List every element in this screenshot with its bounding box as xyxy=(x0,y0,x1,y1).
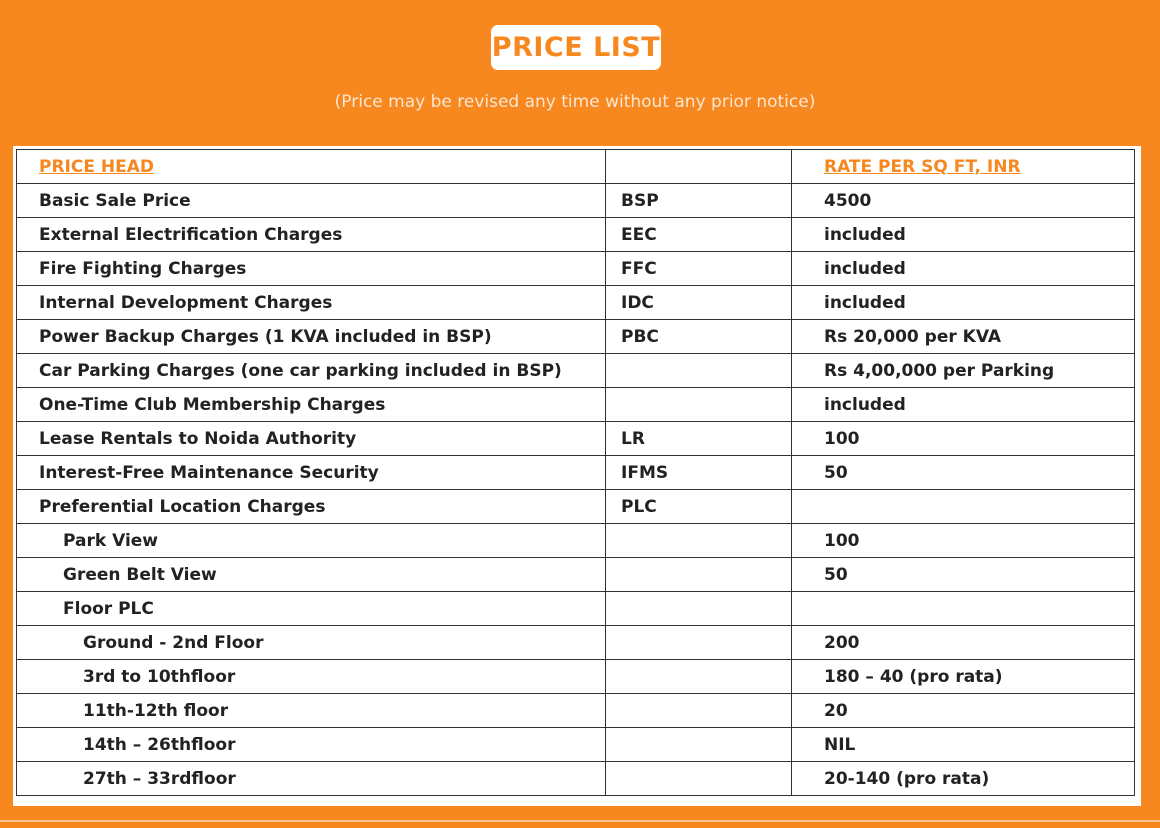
table-row xyxy=(17,456,1135,490)
price-head-cell: Green Belt View xyxy=(17,558,606,592)
rate-cell: 20-140 (pro rata) xyxy=(792,762,1135,796)
table-row xyxy=(17,490,1135,524)
price-head-cell: 27th – 33rdfloor xyxy=(17,762,606,796)
rate-cell: 100 xyxy=(792,524,1135,558)
price-head-cell: Floor PLC xyxy=(17,592,606,626)
rate-cell: 100 xyxy=(792,422,1135,456)
code-cell: IDC xyxy=(606,286,792,320)
table-row xyxy=(17,592,1135,626)
price-head-cell: 11th-12th floor xyxy=(17,694,606,728)
table-row xyxy=(17,626,1135,660)
code-cell: EEC xyxy=(606,218,792,252)
table-row xyxy=(17,660,1135,694)
code-cell xyxy=(606,524,792,558)
price-head-cell: 3rd to 10thfloor xyxy=(17,660,606,694)
code-cell xyxy=(606,592,792,626)
table-row xyxy=(17,252,1135,286)
rate-cell: 20 xyxy=(792,694,1135,728)
code-cell xyxy=(606,626,792,660)
table-row xyxy=(17,558,1135,592)
price-head-cell: Preferential Location Charges xyxy=(17,490,606,524)
price-head-cell: Park View xyxy=(17,524,606,558)
price-head-cell: External Electrification Charges xyxy=(17,218,606,252)
table-header-row xyxy=(17,150,1135,184)
price-head-cell: Fire Fighting Charges xyxy=(17,252,606,286)
code-header xyxy=(606,150,792,184)
rate-cell: 4500 xyxy=(792,184,1135,218)
price-head-cell: Power Backup Charges (1 KVA included in BSP) xyxy=(17,320,606,354)
rate-cell: included xyxy=(792,252,1135,286)
table-row xyxy=(17,694,1135,728)
code-cell xyxy=(606,762,792,796)
rate-header: RATE PER SQ FT, INR xyxy=(792,150,1135,184)
table-row xyxy=(17,762,1135,796)
table-row xyxy=(17,320,1135,354)
rate-cell: 200 xyxy=(792,626,1135,660)
rate-cell: included xyxy=(792,218,1135,252)
price-head-cell: 14th – 26thfloor xyxy=(17,728,606,762)
code-cell: IFMS xyxy=(606,456,792,490)
price-head-cell: Interest-Free Maintenance Security xyxy=(17,456,606,490)
rate-cell: NIL xyxy=(792,728,1135,762)
code-cell xyxy=(606,558,792,592)
table-row xyxy=(17,422,1135,456)
rate-cell: Rs 4,00,000 per Parking xyxy=(792,354,1135,388)
table-row xyxy=(17,218,1135,252)
price-head-cell: Car Parking Charges (one car parking included in BSP) xyxy=(17,354,606,388)
rate-cell: included xyxy=(792,388,1135,422)
code-cell: PLC xyxy=(606,490,792,524)
table-row xyxy=(17,184,1135,218)
code-cell xyxy=(606,660,792,694)
code-cell: FFC xyxy=(606,252,792,286)
code-cell xyxy=(606,354,792,388)
price-head-cell: One-Time Club Membership Charges xyxy=(17,388,606,422)
code-cell xyxy=(606,388,792,422)
price-head-header: PRICE HEAD xyxy=(17,150,606,184)
table-row xyxy=(17,354,1135,388)
price-table xyxy=(16,149,1135,796)
code-cell xyxy=(606,694,792,728)
price-revision-notice: (Price may be revised any time without any prior notice) xyxy=(334,92,816,112)
rate-cell xyxy=(792,592,1135,626)
rate-cell: 50 xyxy=(792,456,1135,490)
rate-cell: Rs 20,000 per KVA xyxy=(792,320,1135,354)
code-cell: PBC xyxy=(606,320,792,354)
rate-cell: included xyxy=(792,286,1135,320)
table-row xyxy=(17,286,1135,320)
price-head-cell: Basic Sale Price xyxy=(17,184,606,218)
bottom-divider xyxy=(0,820,1160,822)
price-head-cell: Ground - 2nd Floor xyxy=(17,626,606,660)
code-cell xyxy=(606,728,792,762)
table-row xyxy=(17,524,1135,558)
code-cell: LR xyxy=(606,422,792,456)
rate-cell: 180 – 40 (pro rata) xyxy=(792,660,1135,694)
rate-cell: 50 xyxy=(792,558,1135,592)
rate-cell xyxy=(792,490,1135,524)
price-head-cell: Internal Development Charges xyxy=(17,286,606,320)
table-row xyxy=(17,728,1135,762)
table-row xyxy=(17,388,1135,422)
code-cell: BSP xyxy=(606,184,792,218)
page-title: PRICE LIST xyxy=(491,25,661,70)
price-head-cell: Lease Rentals to Noida Authority xyxy=(17,422,606,456)
